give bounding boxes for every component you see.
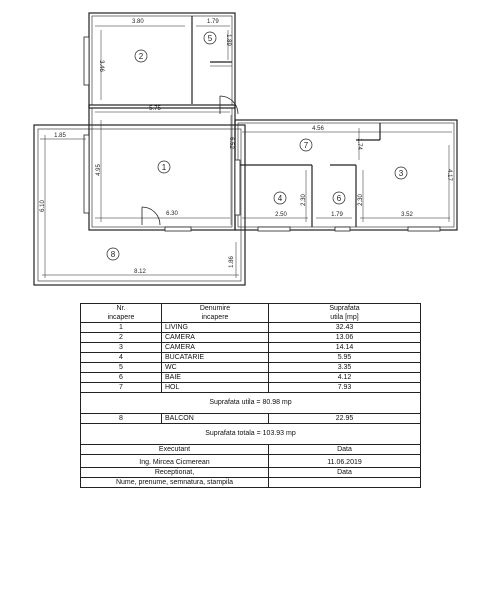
grand-total-row <box>81 424 421 445</box>
dim-label: 1.79 <box>331 212 343 218</box>
executant-row <box>81 455 421 468</box>
room-area-cell: 7.93 <box>269 383 421 393</box>
room-nr-cell: 4 <box>81 353 162 363</box>
receptionist-fields: Nume, prenume, semnatura, stampila <box>81 478 269 488</box>
dim-label: 6.30 <box>166 211 178 217</box>
room-name-cell: LIVING <box>162 323 269 333</box>
room-number: 1 <box>161 163 167 172</box>
room-number: 6 <box>336 194 342 203</box>
dim-label: 3.80 <box>132 19 144 25</box>
room-name-cell: BALCON <box>162 414 269 424</box>
dim-label: 2.50 <box>275 212 287 218</box>
room-name-cell: CAMERA <box>162 333 269 343</box>
wall-outline-balcony <box>34 125 245 285</box>
header-room-number: Nr. incapere <box>81 304 162 323</box>
balcony-row <box>81 414 421 424</box>
dim-label: 1.79 <box>207 19 219 25</box>
room-number: 4 <box>277 194 283 203</box>
dim-label: 2.30 <box>358 194 364 206</box>
dim-label: 3.46 <box>98 60 104 72</box>
dim-label: 4.56 <box>312 126 324 132</box>
dim-label: 1.85 <box>54 133 66 139</box>
room-nr-cell: 8 <box>81 414 162 424</box>
room-number: 3 <box>398 169 404 178</box>
window-living-east <box>235 160 240 215</box>
room-number: 8 <box>110 250 116 259</box>
wall-outline-north <box>89 13 235 108</box>
table-row <box>81 333 421 343</box>
room-number: 7 <box>303 141 309 150</box>
room-name-cell: CAMERA <box>162 343 269 353</box>
table-row <box>81 343 421 353</box>
living-door <box>142 207 160 225</box>
room-area-cell: 5.95 <box>269 353 421 363</box>
room-area-cell: 14.14 <box>269 343 421 353</box>
table-row <box>81 383 421 393</box>
room-area-cell: 4.12 <box>269 373 421 383</box>
executant-header-row <box>81 445 421 455</box>
header-room-name: Denumire incapere <box>162 304 269 323</box>
room-nr-cell: 3 <box>81 343 162 353</box>
window-living <box>84 135 89 213</box>
room-name-cell: BAIE <box>162 373 269 383</box>
room-area-cell: 22.95 <box>269 414 421 424</box>
room-nr-cell: 6 <box>81 373 162 383</box>
room-number: 5 <box>207 34 213 43</box>
useful-total-row <box>81 393 421 414</box>
table-row <box>81 363 421 373</box>
room-name-cell: HOL <box>162 383 269 393</box>
dim-label: 1.89 <box>225 34 231 46</box>
room-name-cell: BUCATARIE <box>162 353 269 363</box>
room-number: 2 <box>138 52 144 61</box>
wall-outline-east-wing <box>235 120 457 230</box>
room-nr-cell: 5 <box>81 363 162 373</box>
dim-label: 2.30 <box>301 194 307 206</box>
table-header-row <box>81 304 421 323</box>
dim-label: 4.95 <box>96 164 102 176</box>
receptionist-date-cell <box>269 478 421 488</box>
room-nr-cell: 7 <box>81 383 162 393</box>
window-room3 <box>408 227 440 231</box>
room-nr-cell: 1 <box>81 323 162 333</box>
date-label: Data <box>269 445 421 455</box>
header-area: Suprafata utila [mp] <box>269 304 421 323</box>
table-row <box>81 323 421 333</box>
useful-total: Suprafata utila = 80.98 mp <box>81 393 421 414</box>
dim-label: 4.17 <box>446 169 452 181</box>
table-row <box>81 353 421 363</box>
dim-label: 8.12 <box>134 269 146 275</box>
grand-total: Suprafata totala = 103.93 mp <box>81 424 421 445</box>
table-row <box>81 373 421 383</box>
room-name-cell: WC <box>162 363 269 373</box>
dim-label: 5.75 <box>149 106 161 112</box>
receptionist-label: Receptionat, <box>81 468 269 478</box>
executant-label: Executant <box>81 445 269 455</box>
receptionist-row <box>81 478 421 488</box>
room-nr-cell: 2 <box>81 333 162 343</box>
dim-label: 1.74 <box>356 138 362 150</box>
room-area-cell: 13.06 <box>269 333 421 343</box>
dim-label: 6.52 <box>228 137 234 149</box>
executant-name: Ing. Mircea Cicmerean <box>81 455 269 468</box>
area-table <box>80 303 421 488</box>
room-area-cell: 32.43 <box>269 323 421 333</box>
receptionist-date-label: Data <box>269 468 421 478</box>
dim-label: 3.52 <box>401 212 413 218</box>
dim-label: 1.86 <box>229 256 235 268</box>
window-living-south <box>165 227 191 231</box>
window-room2 <box>84 37 89 85</box>
window-bath <box>335 227 350 231</box>
window-kitchen <box>258 227 290 231</box>
receptionist-header-row <box>81 468 421 478</box>
executant-date: 11.06.2019 <box>269 455 421 468</box>
room-area-cell: 3.35 <box>269 363 421 373</box>
dim-label: 6.10 <box>40 200 46 212</box>
